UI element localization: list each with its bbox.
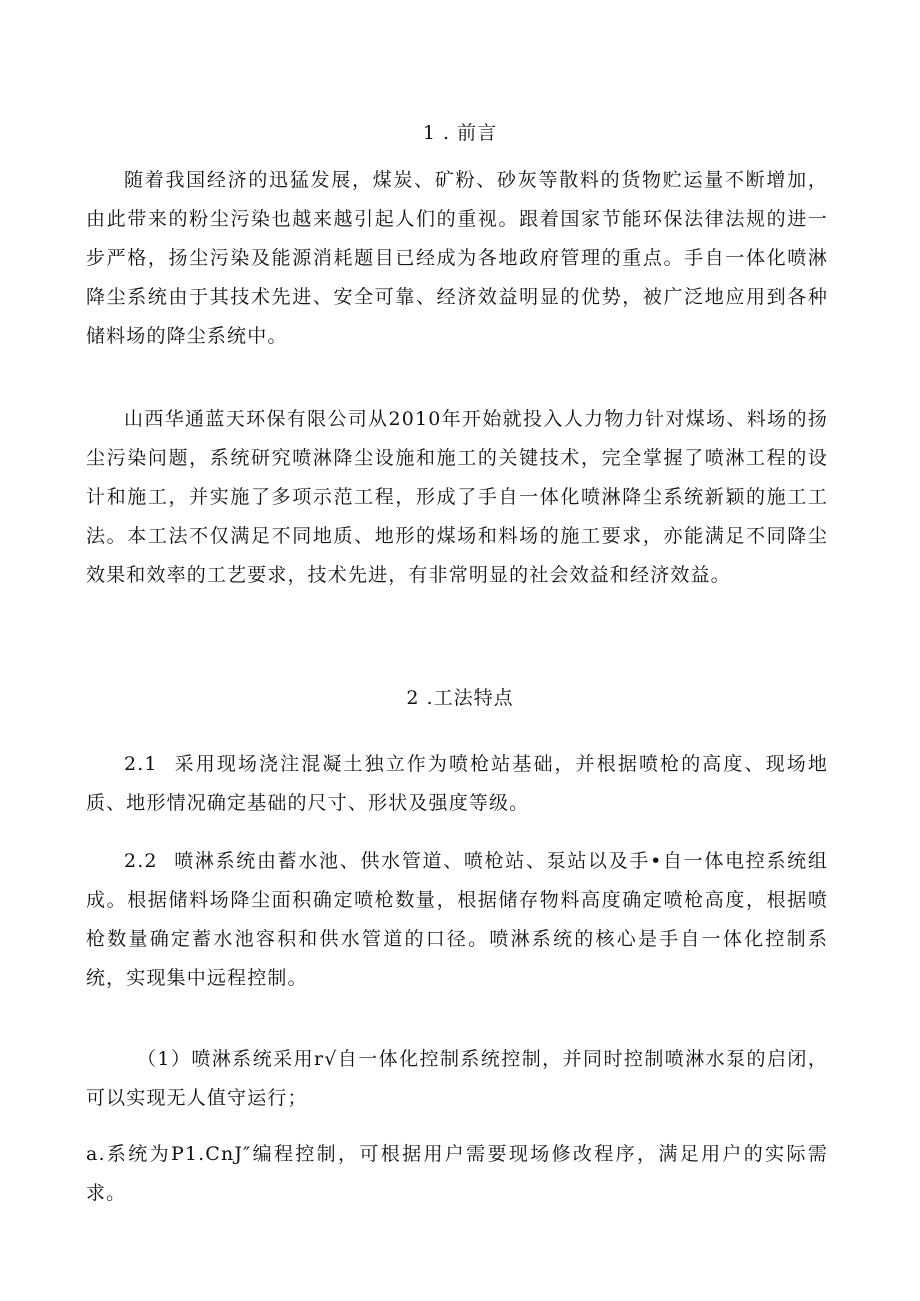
section-2-heading: 2 .工法特点 <box>406 687 514 709</box>
item-text: 喷淋系统由蓄水池、供水管道、喷枪站、泵站以及手•自一体电控系统组成。根据储料场降尘面积确定喷枪数量，根据储存物料高度确定喷枪高度，根据喷枪数量确定蓄水池容积和供水管道的口径。喷淋系统的核心是手自一体化控制系统，实现集中远程控制。 <box>86 850 828 989</box>
section-2-subparagraph-1: （1）喷淋系统采用r√自一体化控制系统控制，并同时控制喷淋水泵的启闭，可以实现无人值守运行； <box>86 1048 828 1109</box>
section-2-item-2-1 <box>86 745 828 823</box>
item-number: 2.1 <box>124 753 158 775</box>
item-text: 采用现场浇注混凝土独立作为喷枪站基础，并根据喷枪的高度、现场地质、地形情况确定基础的尺寸、形状及强度等级。 <box>86 753 828 814</box>
item-number: 2.2 <box>124 850 158 872</box>
section-2-subparagraph-a: a.系统为P1.CnJ″编程控制，可根据用户需要现场修改程序，满足用户的实际需求。 <box>86 1143 828 1204</box>
section-2-item-2-2 <box>86 842 828 998</box>
section-1-heading: 1 . 前言 <box>422 122 498 144</box>
section-1-paragraph-1: 随着我国经济的迅猛发展，煤炭、矿粉、砂灰等散料的货物贮运量不断增加，由此带来的粉尘污染也越来越引起人们的重视。跟着国家节能环保法律法规的进一步严格，扬尘污染及能源消耗题目已经成为各地政府管理的重点。手自一体化喷淋降尘系统由于其技术先进、安全可靠、经济效益明显的优势，被广泛地应用到各种储料场的降尘系统中。 <box>86 169 828 347</box>
section-1-paragraph-2: 山西华通蓝天环保有限公司从2010年开始就投入人力物力针对煤场、料场的扬尘污染问题，系统研究喷淋降尘设施和施工的关键技术，完全掌握了喷淋工程的设计和施工，并实施了多项示范工程，形成了手自一体化喷淋降尘系统新颖的施工工法。本工法不仅满足不同地质、地形的煤场和料场的施工要求，亦能满足不同降尘效果和效率的工艺要求，技术先进，有非常明显的社会效益和经济效益。 <box>86 408 828 586</box>
